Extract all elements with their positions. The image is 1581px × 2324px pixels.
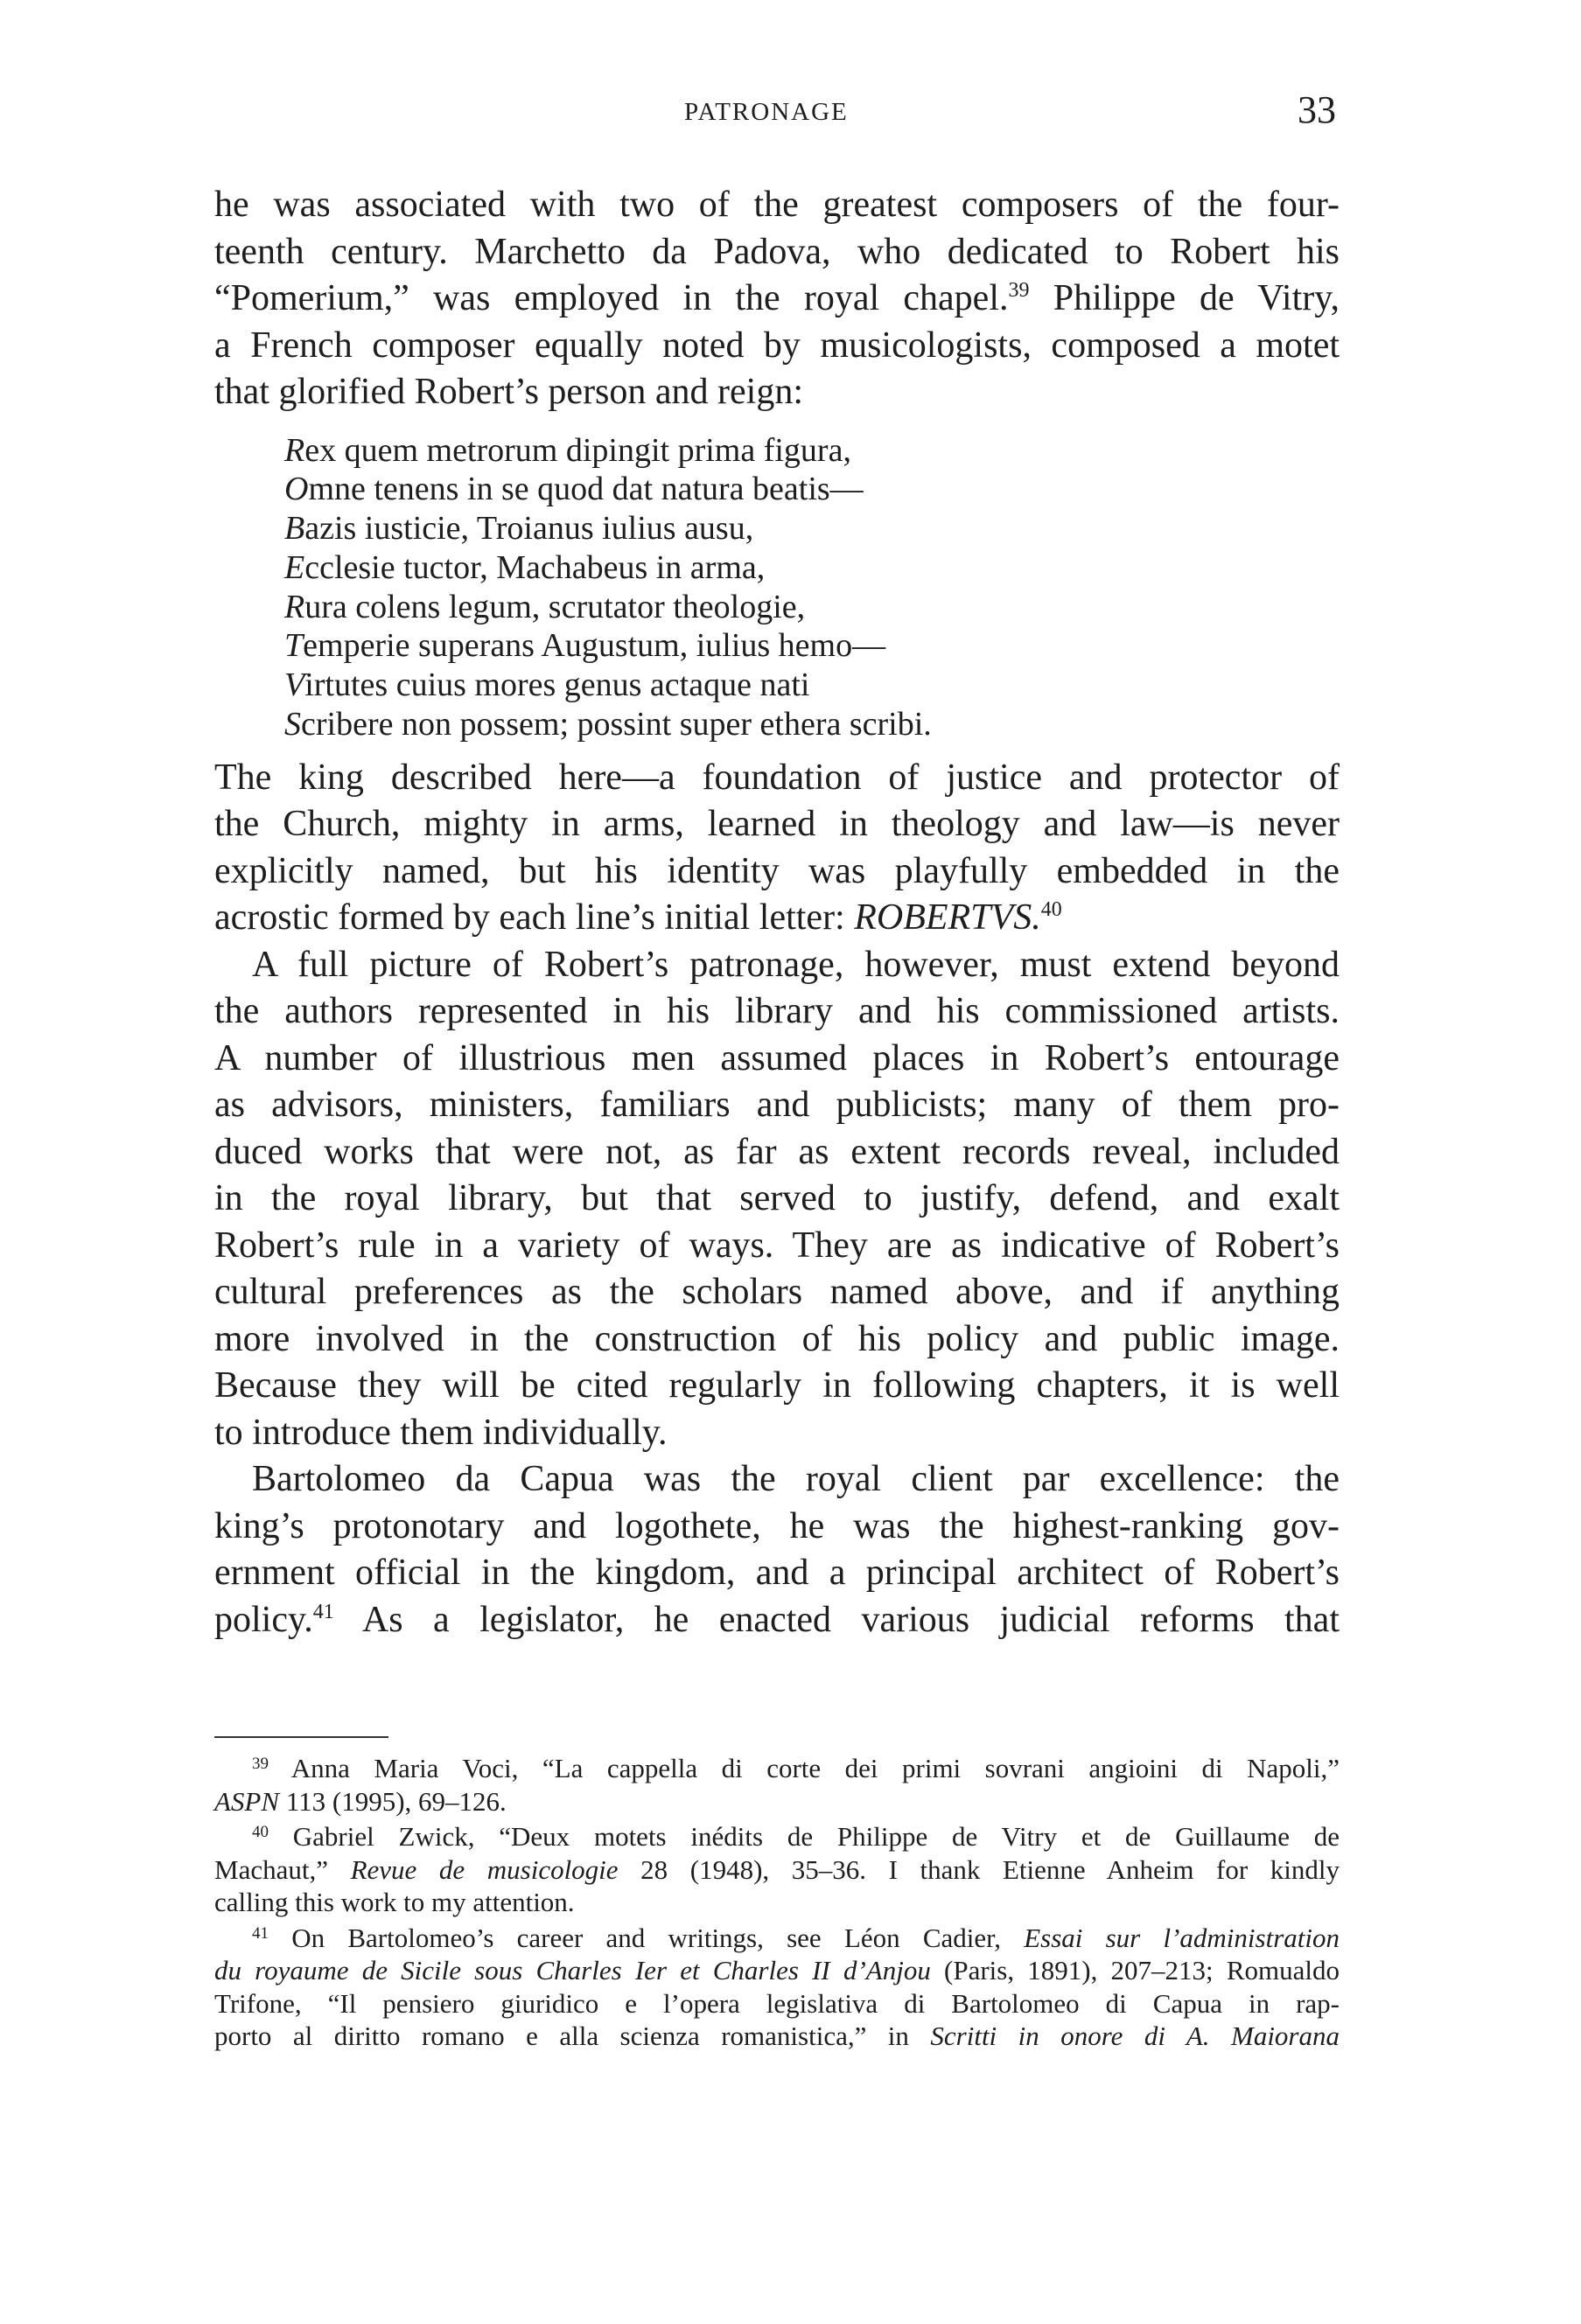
acrostic-initial: V: [284, 666, 305, 704]
acrostic-initial: S: [284, 706, 301, 743]
text-run: calling this work to my attention.: [214, 1887, 575, 1917]
poem-line: [284, 626, 1340, 666]
paragraph-1: [214, 182, 1340, 416]
text-run: porto al diritto romano e alla scienza romanistica,” in: [214, 2020, 931, 2051]
text-run: duced works that were not, as far as extent records reveal, included: [214, 1131, 1340, 1172]
text-line: [214, 1129, 1340, 1176]
text-run: On Bartolomeo’s career and writings, see Léon Cadier,: [269, 1922, 1025, 1953]
text-line: [214, 1504, 1340, 1551]
text-run: Anna Maria Voci, “La cappella di corte dei primi sovrani angioini di Napoli,”: [269, 1753, 1340, 1783]
italic-run: ROBERTVS.: [854, 897, 1041, 939]
text-run: more involved in the construction of his policy and public image.: [214, 1318, 1340, 1359]
footnotes: [214, 1752, 1340, 2053]
acrostic-initial: R: [284, 431, 305, 469]
page-number: 33: [1298, 88, 1336, 131]
italic-run: Revue de musicologie: [350, 1853, 619, 1885]
italic-run: Scritti in onore di A. Maiorana: [930, 2020, 1340, 2051]
acrostic-initial: B: [284, 510, 305, 548]
text-run: A number of illustrious men assumed places in Robert’s entourage: [214, 1037, 1340, 1078]
text-run: “Pomerium,” was employed in the royal chapel.: [214, 278, 1009, 318]
running-head: PATRONAGE: [684, 98, 849, 126]
footnote-line: [214, 1954, 1340, 1987]
text-run: A full picture of Robert’s patronage, however, must extend beyond: [252, 944, 1340, 985]
text-run: a French composer equally noted by musicologists, composed a motet: [214, 325, 1340, 366]
poem-line-text: ex quem metrorum dipingit prima figura,: [304, 431, 851, 469]
text-run: acrostic formed by each line’s initial letter:: [214, 897, 855, 939]
footnote-line: [214, 2020, 1340, 2053]
poem-line-text: ura colens legum, scrutator theologie,: [304, 588, 806, 625]
footnote-line: [214, 1987, 1340, 2020]
text-line: [214, 1363, 1340, 1410]
text-run: As a legislator, he enacted various judicial reforms that: [333, 1599, 1340, 1640]
text-run: the Church, mighty in arms, learned in theology and law—is never: [214, 804, 1340, 845]
acrostic-initial: T: [284, 627, 304, 665]
footnote-ref: 40: [252, 1823, 269, 1841]
footnote-ref: 39: [1008, 279, 1030, 302]
poem-line-text: azis iusticie, Troianus iulius ausu,: [304, 510, 754, 548]
poem-line: [284, 548, 1340, 588]
text-run: that glorified Robert’s person and reign:: [214, 372, 804, 412]
text-line: [214, 942, 1340, 989]
text-line: [214, 801, 1340, 848]
text-line: [214, 323, 1340, 370]
poem-line-text: emperie superans Augustum, iulius hemo—: [303, 627, 886, 665]
text-line: [214, 1456, 1340, 1504]
text-run: cultural preferences as the scholars named above, and if anything: [214, 1272, 1340, 1313]
poem-line-text: mne tenens in se quod dat natura beatis—: [308, 471, 864, 508]
footnote-line: [214, 1820, 1340, 1853]
text-run: 28 (1948), 35–36. I thank Etienne Anheim for kindly: [618, 1853, 1340, 1885]
footnote-ref: 41: [252, 1923, 269, 1943]
paragraph-3: [214, 942, 1340, 1457]
poem-line: [284, 470, 1340, 509]
text-run: teenth century. Marchetto da Padova, who dedicated to Robert his: [214, 231, 1340, 272]
text-run: Philippe de Vitry,: [1029, 278, 1340, 318]
paragraph-4: [214, 1456, 1340, 1644]
footnote-line: [214, 1752, 1340, 1785]
text-run: Robert’s rule in a variety of ways. They are as indicative of Robert’s: [214, 1225, 1340, 1266]
poem-line-text: cclesie tuctor, Machabeus in arma,: [304, 548, 766, 586]
text-line: [214, 229, 1340, 276]
text-line: [214, 1082, 1340, 1129]
footnote-line: [214, 1922, 1340, 1955]
text-run: to introduce them individually.: [214, 1412, 668, 1453]
footnote-ref: 39: [252, 1755, 269, 1773]
text-line: [214, 848, 1340, 896]
poem-line: [284, 588, 1340, 627]
italic-run: du royaume de Sicile sous Charles Ier et Charles II d’Anjou: [214, 1955, 931, 1986]
text-run: the authors represented in his library and his commissioned artists.: [214, 991, 1340, 1032]
poem-line: [284, 666, 1340, 705]
text-line: [214, 1316, 1340, 1364]
text-run: 113 (1995), 69–126.: [279, 1785, 507, 1817]
text-line: [214, 1223, 1340, 1270]
footnote-line: [214, 1853, 1340, 1887]
text-line: [214, 182, 1340, 229]
footnote-ref: 40: [1040, 898, 1062, 922]
poem-line: [284, 509, 1340, 548]
poem-line-text: cribere non possem; possint super ethera scribi.: [301, 706, 932, 743]
italic-run: ASPN: [214, 1785, 280, 1817]
text-run: Bartolomeo da Capua was the royal client par excellence: the: [252, 1459, 1340, 1500]
text-line: [214, 1550, 1340, 1597]
motet-poem: [214, 431, 1340, 744]
text-run: Machaut,”: [214, 1853, 351, 1885]
poem-line-text: irtutes cuius mores genus actaque nati: [304, 666, 810, 704]
text-run: Because they will be cited regularly in following chapters, it is well: [214, 1365, 1340, 1406]
acrostic-initial: O: [284, 471, 309, 508]
main-text: [214, 182, 1340, 1644]
acrostic-initial: E: [284, 548, 305, 586]
text-line: [214, 369, 1340, 416]
poem-line: [284, 431, 1340, 471]
text-run: (Paris, 1891), 207–213; Romualdo: [930, 1955, 1340, 1986]
text-run: as advisors, ministers, familiars and publicists; many of them pro-: [214, 1085, 1340, 1126]
footnote-ref: 41: [312, 1600, 334, 1623]
text-run: explicitly named, but his identity was playfully embedded in the: [214, 850, 1340, 891]
acrostic-initial: R: [284, 588, 305, 625]
text-line: [214, 1176, 1340, 1223]
text-run: king’s protonotary and logothete, he was the highest-ranking gov-: [214, 1505, 1340, 1546]
text-run: in the royal library, but that served to justify, defend, and exalt: [214, 1178, 1340, 1219]
text-line: [214, 1269, 1340, 1316]
text-line: [214, 1410, 1340, 1457]
text-run: Trifone, “Il pensiero giuridico e l’opera legislativa di Bartolomeo di Capua in rap-: [214, 1987, 1340, 2019]
footnote-rule: [214, 1736, 388, 1738]
text-run: ernment official in the kingdom, and a principal architect of Robert’s: [214, 1553, 1340, 1594]
footnote-line: [214, 1886, 1340, 1919]
paragraph-2: [214, 755, 1340, 942]
footnote-line: [214, 1785, 1340, 1818]
text-run: he was associated with two of the greatest composers of the four-: [214, 185, 1340, 225]
text-run: policy.: [214, 1599, 313, 1640]
text-run: The king described here—a foundation of justice and protector of: [214, 757, 1340, 798]
text-run: Gabriel Zwick, “Deux motets inédits de Philippe de Vitry et de Guillaume de: [269, 1821, 1340, 1852]
text-line: [214, 988, 1340, 1036]
text-line: [214, 755, 1340, 802]
text-line: [214, 276, 1340, 323]
poem-line: [284, 705, 1340, 744]
text-line: [214, 1036, 1340, 1083]
italic-run: Essai sur l’administration: [1024, 1922, 1340, 1953]
text-line: [214, 895, 1340, 942]
text-line: [214, 1597, 1340, 1644]
